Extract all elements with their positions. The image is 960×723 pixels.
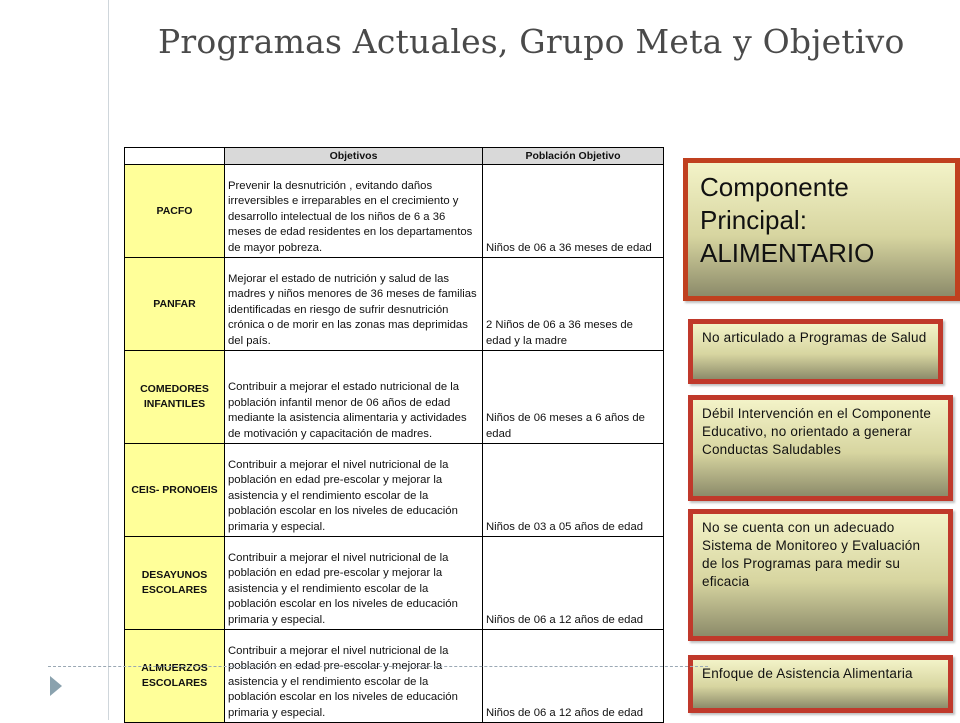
program-objetivo: Contribuir a mejorar el nivel nutricional de la población en edad pre-escolar y mejorar la asistencia y el rendimiento escolar de la población escolar en los niveles de educación primaria y especial. <box>225 537 483 630</box>
program-poblacion: Niños de 06 meses a 6 años de edad <box>483 351 664 444</box>
note-box-monitoreo: No se cuenta con un adecuado Sistema de Monitoreo y Evaluación de los Programas para medir su eficacia <box>688 509 953 641</box>
table-row <box>125 630 664 723</box>
program-objetivo: Prevenir la desnutrición , evitando daños irreversibles e irreparables en el crecimiento y desarrollo intelectual de los niños de 6 a 36 meses de edad residentes en los departamentos de mayor pobreza. <box>225 165 483 258</box>
program-poblacion: Niños de 06 a 12 años de edad <box>483 630 664 723</box>
main-component-box: Componente Principal: ALIMENTARIO <box>683 158 960 301</box>
program-poblacion: Niños de 06 a 12 años de edad <box>483 537 664 630</box>
note-box-salud: No articulado a Programas de Salud <box>688 319 943 384</box>
table-row <box>125 165 664 258</box>
note-box-educativo: Débil Intervención en el Componente Educativo, no orientado a generar Conductas Saludables <box>688 395 953 501</box>
table-row <box>125 537 664 630</box>
header-objetivos: Objetivos <box>225 148 483 165</box>
play-triangle-icon <box>50 676 62 696</box>
table-row <box>125 258 664 351</box>
footer-dashed-line <box>48 666 708 667</box>
program-name: CEIS- PRONOEIS <box>125 444 225 537</box>
slide-left-rule <box>108 0 109 720</box>
program-poblacion: Niños de 06 a 36 meses de edad <box>483 165 664 258</box>
program-objetivo: Contribuir a mejorar el nivel nutricional de la población en edad pre-escolar y mejorar la asistencia y el rendimiento escolar de la población escolar en los niveles de educación primaria y especial. <box>225 444 483 537</box>
table-row <box>125 351 664 444</box>
program-name: ALMUERZOS ESCOLARES <box>125 630 225 723</box>
program-name: DESAYUNOS ESCOLARES <box>125 537 225 630</box>
program-poblacion: Niños de 03 a 05 años de edad <box>483 444 664 537</box>
header-poblacion: Población Objetivo <box>483 148 664 165</box>
program-name: PANFAR <box>125 258 225 351</box>
program-objetivo: Contribuir a mejorar el nivel nutricional de la población en edad pre-escolar y mejorar la asistencia y el rendimiento escolar de la población escolar en los niveles de educación primaria y especial. <box>225 630 483 723</box>
slide-title: Programas Actuales, Grupo Meta y Objetivo <box>158 22 905 61</box>
program-name: PACFO <box>125 165 225 258</box>
header-blank-cell <box>125 148 225 165</box>
program-poblacion: 2 Niños de 06 a 36 meses de edad y la madre <box>483 258 664 351</box>
note-box-asistencia: Enfoque de Asistencia Alimentaria <box>688 655 953 713</box>
programs-table <box>124 147 664 723</box>
table-header-row <box>125 148 664 165</box>
program-objetivo: Mejorar el estado de nutrición y salud de las madres y niños menores de 36 meses de familias identificadas en riesgo de sufrir desnutrición crónica o de morir en las zonas mas deprimidas del país. <box>225 258 483 351</box>
table-row <box>125 444 664 537</box>
program-objetivo: Contribuir a mejorar el estado nutricional de la población infantil menor de 06 años de edad mediante la asistencia alimentaria y actividades de motivación y capacitación de madres. <box>225 351 483 444</box>
program-name: COMEDORES INFANTILES <box>125 351 225 444</box>
